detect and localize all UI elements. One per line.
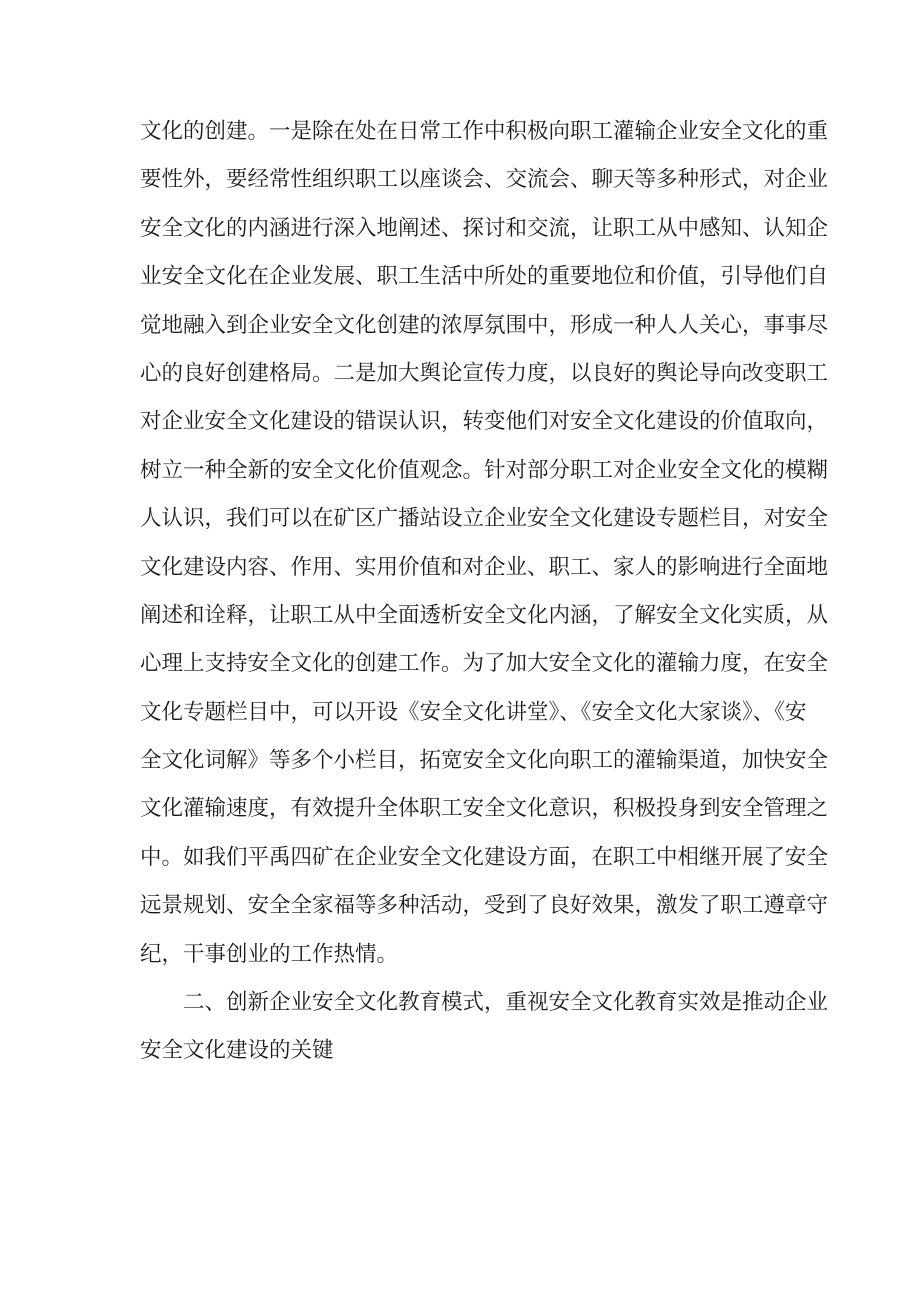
paragraph-line: 人认识，我们可以在矿区广播站设立企业安全文化建设专题栏目，对安全	[140, 506, 829, 532]
paragraph-line: 心理上支持安全文化的创建工作。为了加大安全文化的灌输力度，在安全	[140, 651, 829, 677]
paragraph-line: 文化建设内容、作用、实用价值和对企业、职工、家人的影响进行全面地	[140, 554, 829, 580]
paragraph-1	[140, 108, 829, 979]
paragraph-line: 全文化词解》等多个小栏目，拓宽安全文化向职工的灌输渠道，加快安全	[140, 748, 829, 774]
paragraph-line: 文化灌输速度，有效提升全体职工安全文化意识，积极投身到安全管理之	[140, 796, 829, 822]
section-heading-2	[140, 979, 829, 1076]
paragraph-line: 觉地融入到企业安全文化创建的浓厚氛围中，形成一种人人关心，事事尽	[140, 312, 829, 338]
paragraph-line: 文化的创建。一是除在处在日常工作中积极向职工灌输企业安全文化的重	[140, 119, 829, 144]
heading-line: 安全文化建设的关键	[140, 1038, 334, 1064]
paragraph-line: 业安全文化在企业发展、职工生活中所处的重要地位和价值，引导他们自	[140, 264, 829, 290]
paragraph-line: 远景规划、安全全家福等多种活动，受到了良好效果，激发了职工遵章守	[140, 893, 829, 919]
paragraph-line: 心的良好创建格局。二是加大舆论宣传力度，以良好的舆论导向改变职工	[140, 360, 829, 386]
paragraph-line: 树立一种全新的安全文化价值观念。针对部分职工对企业安全文化的模糊	[140, 457, 829, 483]
paragraph-line: 阐述和诠释，让职工从中全面透析安全文化内涵，了解安全文化实质，从	[140, 602, 829, 628]
document-body	[140, 108, 829, 1076]
paragraph-line: 安全文化的内涵进行深入地阐述、探讨和交流，让职工从中感知、认知企	[140, 215, 829, 241]
heading-line: 二、创新企业安全文化教育模式，重视安全文化教育实效是推动企业	[183, 990, 829, 1016]
paragraph-line: 中。如我们平禹四矿在企业安全文化建设方面，在职工中相继开展了安全	[140, 844, 829, 870]
paragraph-line: 纪，干事创业的工作热情。	[140, 941, 399, 967]
paragraph-line: 文化专题栏目中，可以开设《安全文化讲堂》、《安全文化大家谈》、《安	[140, 699, 807, 725]
paragraph-line: 要性外，要经常性组织职工以座谈会、交流会、聊天等多种形式，对企业	[140, 167, 829, 193]
paragraph-line: 对企业安全文化建设的错误认识，转变他们对安全文化建设的价值取向，	[140, 409, 829, 435]
